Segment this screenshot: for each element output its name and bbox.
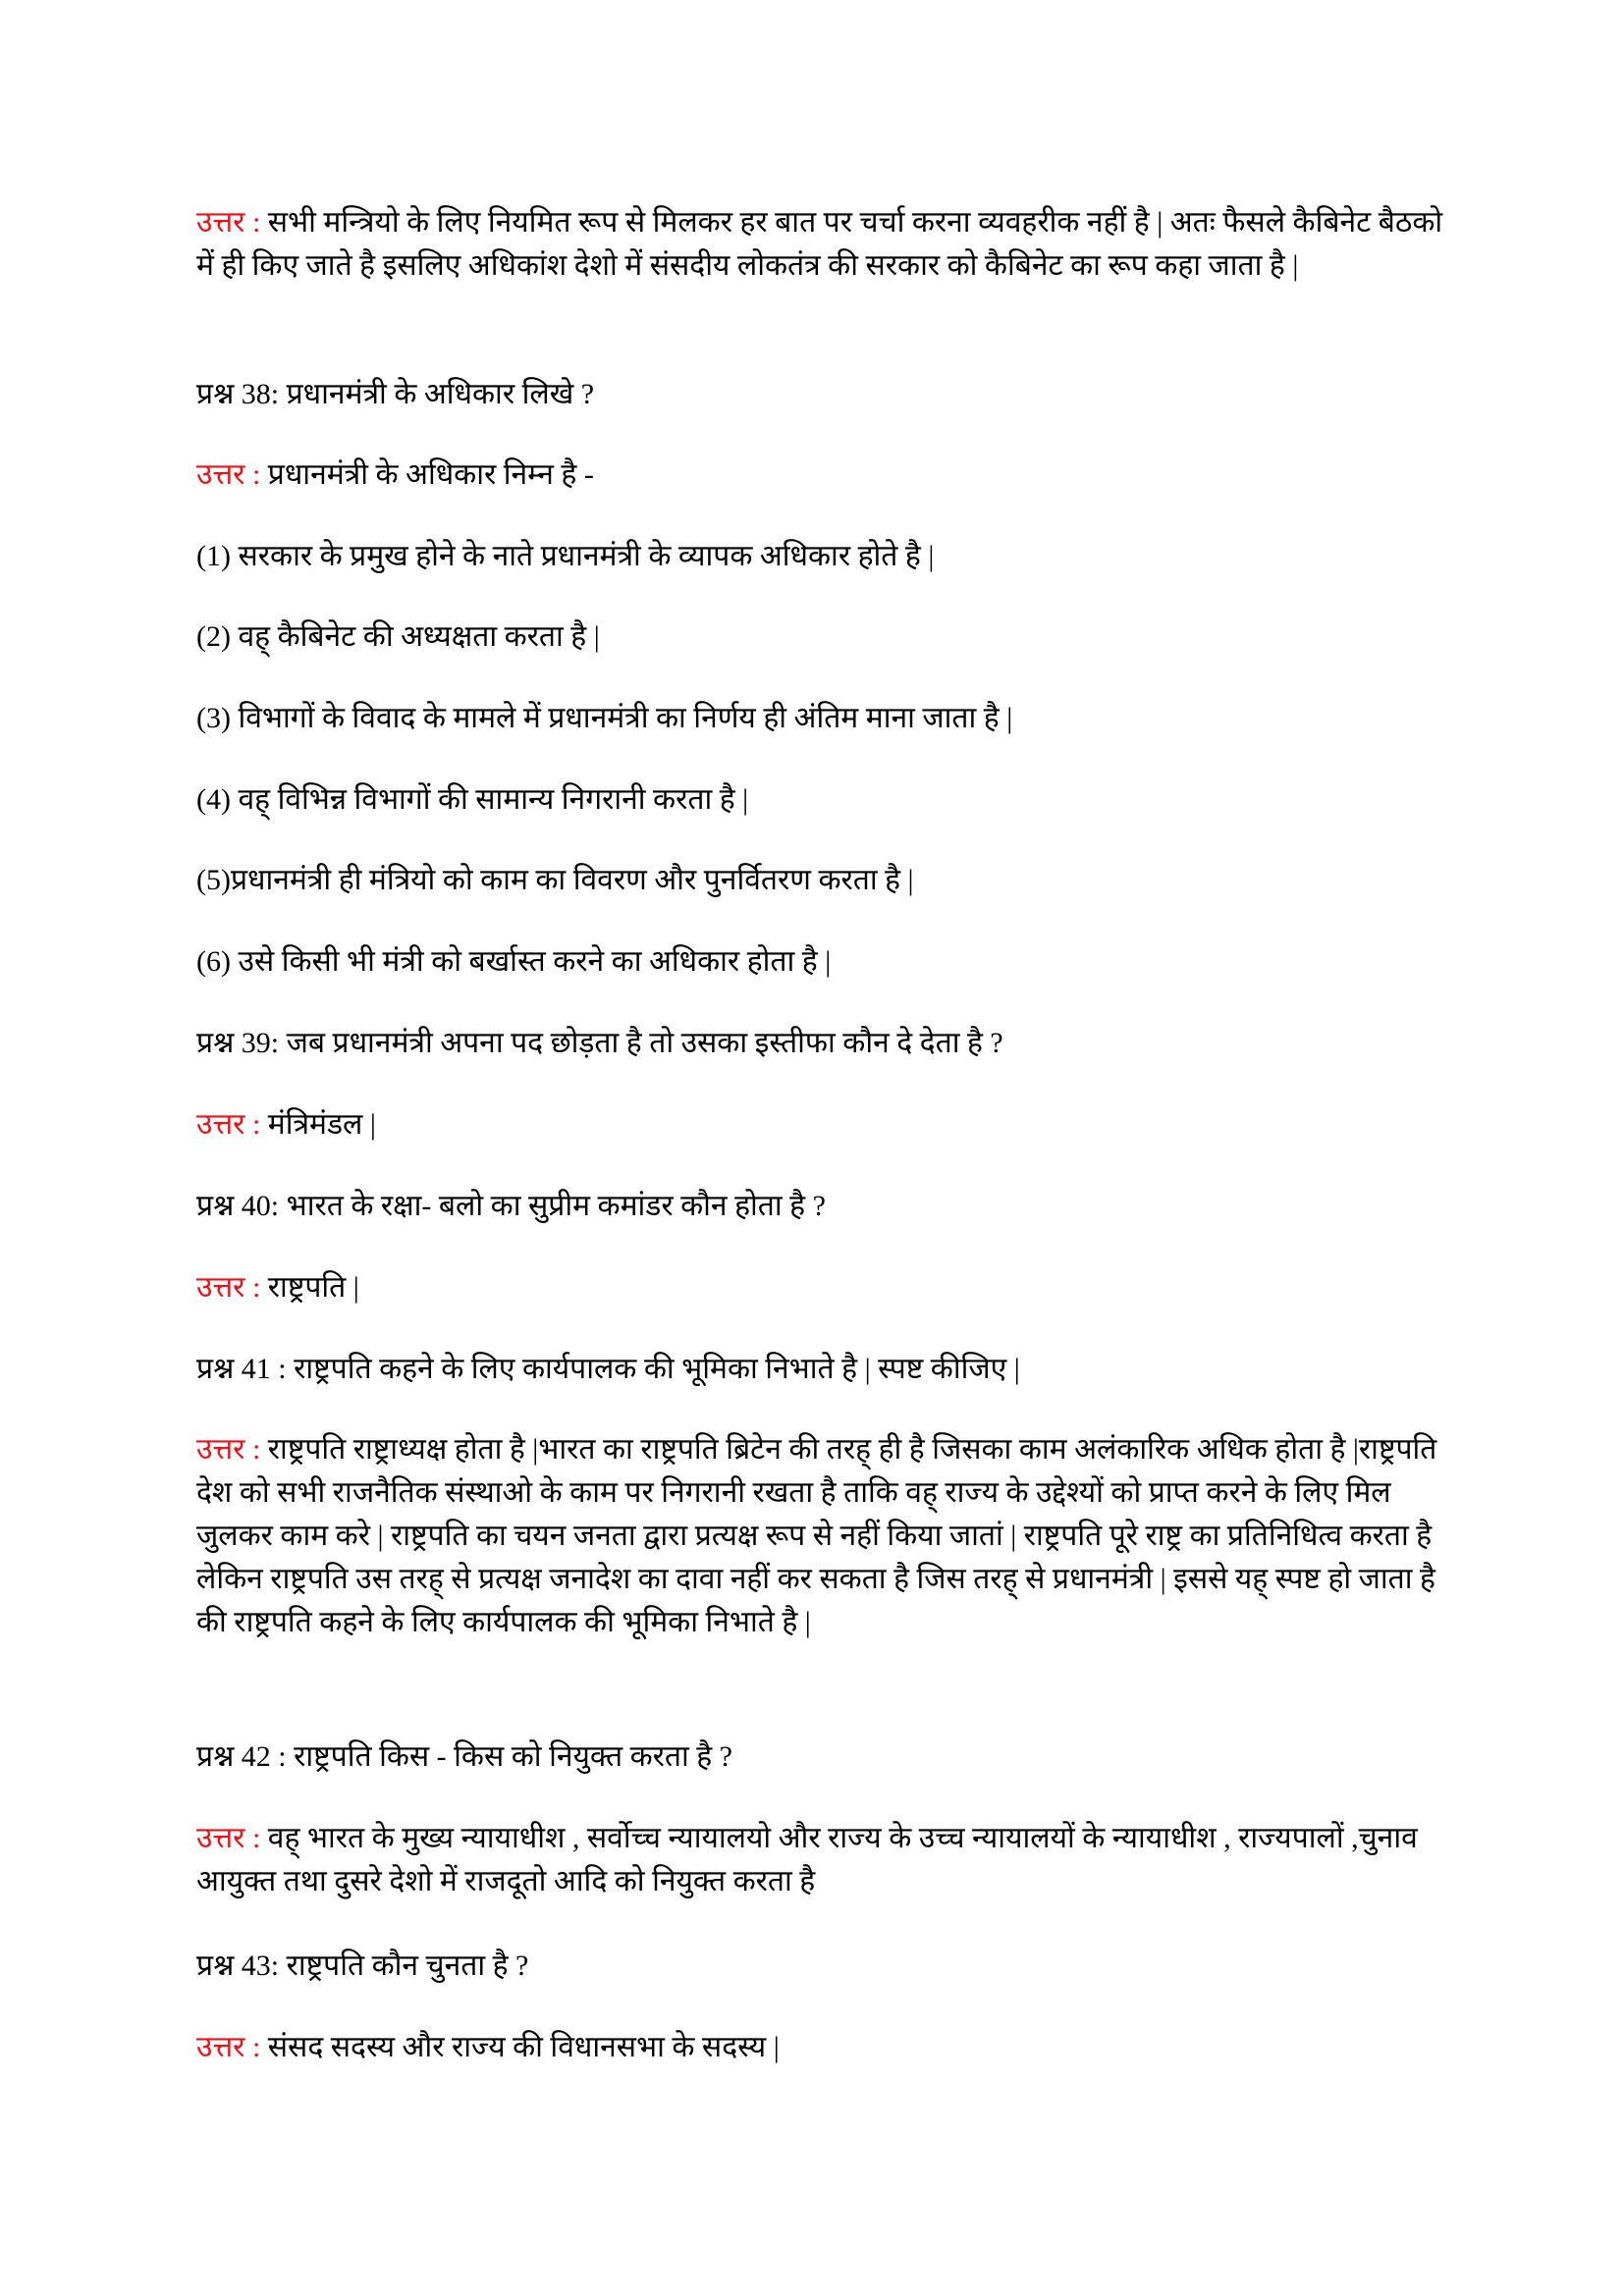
answer-text: सभी मन्त्रियो के लिए नियमित रूप से मिलकर हर बात पर चर्चा करना व्यवहरीक नहीं है | अतः फैसले कैबिनेट बैठको में ही किए जाते है इसलिए अधिकांश देशो में संसदीय लोकतंत्र की सरकार को कैबिनेट का रूप कहा जाता है | [196,206,1443,282]
point-2: (2) वह् कैबिनेट की अध्यक्षता करता है | [196,620,600,653]
answer-label: उत्तर : [196,1433,261,1466]
answer-text: मंत्रिमंडल | [260,1108,376,1141]
point-6: (6) उसे किसी भी मंत्री को बर्खास्त करने का अधिकार होता है | [196,945,832,978]
answer-paragraph [196,201,1443,288]
answer-paragraph [196,1428,1443,1644]
answer-text: राष्ट्रपति | [260,1271,359,1304]
answer-label: उत्तर : [196,206,261,239]
answer-label: उत्तर : [196,1108,261,1141]
point-1: (1) सरकार के प्रमुख होने के नाते प्रधानमंत्री के व्यापक अधिकार होते है | [196,540,935,572]
answer-text: राष्ट्रपति राष्ट्राध्यक्ष होता है |भारत का राष्ट्रपति ब्रिटेन की तरह् ही है जिसका काम अलंकारिक अधिक होता है |राष्ट्रपति देश को सभी राजनैतिक संस्थाओ के काम पर निगरानी रखता है ताकि वह् राज्य के उद्देश्यों को प्राप्त करने के लिए मिल जुलकर काम करे | राष्ट्रपति का चयन जनता द्वारा प्रत्यक्ष रूप से नहीं किया जातां | राष्ट्रपति पूरे राष्ट्र का प्रतिनिधित्व करता है लेकिन राष्ट्रपति उस तरह् से प्रत्यक्ष जनादेश का दावा नहीं कर सकता है जिस तरह् से प्रधानमंत्री | इससे यह् स्पष्ट हो जाता है की राष्ट्रपति कहने के लिए कार्यपालक की भूमिका निभाते है | [196,1433,1437,1638]
answer-label: उत्तर : [196,1271,261,1304]
point-3: (3) विभागों के विवाद के मामले में प्रधानमंत्री का निर्णय ही अंतिम माना जाता है | [196,702,1013,734]
answer-paragraph [196,2026,1443,2069]
question-39: प्रश्न 39: जब प्रधानमंत्री अपना पद छोड़ता है तो उसका इस्तीफा कौन दे देता है ? [196,1027,1003,1059]
question-38: प्रश्न 38: प्रधानमंत्री के अधिकार लिखे ? [196,378,595,410]
answer-text: वह् भारत के मुख्य न्यायाधीश , सर्वोच्च न्यायालयो और राज्य के उच्च न्यायालयों के न्यायाधीश , राज्यपालों ,चुनाव आयुक्त तथा दुसरे देशो में राजदूतो आदि को नियुक्त करता है [196,1822,1418,1897]
answer-label: उत्तर : [196,458,261,491]
answer-paragraph [196,1817,1443,1903]
question-41: प्रश्न 41 : राष्ट्रपति कहने के लिए कार्यपालक की भूमिका निभाते है | स्पष्ट कीजिए | [196,1353,1020,1385]
answer-paragraph [196,454,1443,497]
point-5: (5)प्रधानमंत्री ही मंत्रियो को काम का विवरण और पुनर्वितरण करता है | [196,864,914,896]
question-42: प्रश्न 42 : राष्ट्रपति किस - किस को नियुक्त करता है ? [196,1740,732,1773]
answer-text: संसद सदस्य और राज्य की विधानसभा के सदस्य | [260,2031,780,2063]
answer-label: उत्तर : [196,1822,261,1854]
question-40: प्रश्न 40: भारत के रक्षा- बलो का सुप्रीम कमांडर कौन होता है ? [196,1190,826,1222]
answer-label: उत्तर : [196,2031,261,2063]
question-43: प्रश्न 43: राष्ट्रपति कौन चुनता है ? [196,1949,529,1982]
answer-text: प्रधानमंत्री के अधिकार निम्न है - [260,458,594,491]
point-4: (4) वह् विभिन्न विभागों की सामान्य निगरानी करता है | [196,783,749,816]
answer-paragraph [196,1266,1443,1309]
answer-paragraph [196,1103,1443,1147]
